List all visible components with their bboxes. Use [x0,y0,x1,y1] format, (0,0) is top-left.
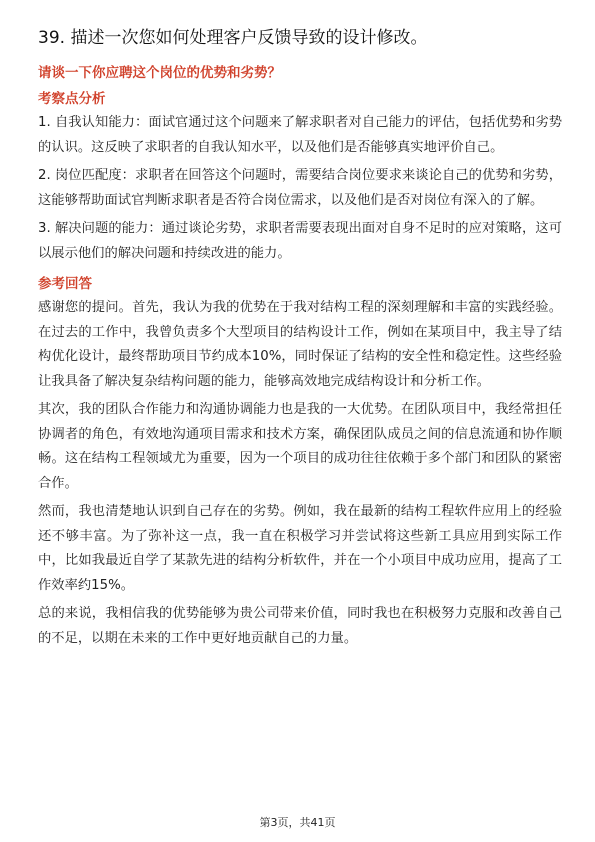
sub-question-heading: 请谈一下你应聘这个岗位的优势和劣势？ [38,65,281,81]
answer-paragraph: 总的来说，我相信我的优势能够为贵公司带来价值，同时我也在积极努力克服和改善自己的不足，以期在未来的工作中更好地贡献自己的力量。 [38,606,562,646]
question-title: 39. 描述一次您如何处理客户反馈导致的设计修改。 [38,28,428,48]
answer-paragraph: 其次，我的团队合作能力和沟通协调能力也是我的一大优势。在团队项目中，我经常担任协调者的角色，有效地沟通项目需求和技术方案，确保团队成员之间的信息流通和协作顺畅。这在结构工程领域尤为重要，因为一个项目的成功往往依赖于多个部门和团队的紧密合作。 [38,402,562,491]
answer-paragraph: 感谢您的提问。首先，我认为我的优势在于我对结构工程的深刻理解和丰富的实践经验。在过去的工作中，我曾负责多个大型项目的结构设计工作，例如在某项目中，我主导了结构优化设计，最终帮助项目节约成本10%，同时保证了结构的安全性和稳定性。这些经验让我具备了解决复杂结构问题的能力，能够高效地完成结构设计和分析工作。 [38,300,562,389]
analysis-item: 3. 解决问题的能力：通过谈论劣势，求职者需要表现出面对自身不足时的应对策略，这可以展示他们的解决问题和持续改进的能力。 [38,221,562,261]
answer-heading: 参考回答 [38,276,92,292]
answer-paragraph: 然而，我也清楚地认识到自己存在的劣势。例如，我在最新的结构工程软件应用上的经验还不够丰富。为了弥补这一点，我一直在积极学习并尝试将这些新工具应用到实际工作中，比如我最近自学了某款先进的结构分析软件，并在一个小项目中成功应用，提高了工作效率约15%。 [38,504,562,593]
analysis-item: 1. 自我认知能力：面试官通过这个问题来了解求职者对自己能力的评估，包括优势和劣势的认识。这反映了求职者的自我认知水平，以及他们是否能够真实地评价自己。 [38,115,562,155]
page-indicator: 第3页，共41页 [259,816,336,829]
answer-section [38,274,562,651]
analysis-heading: 考察点分析 [38,91,106,107]
document-body [38,63,562,655]
analysis-item: 2. 岗位匹配度：求职者在回答这个问题时，需要结合岗位要求来谈论自己的优势和劣势，这能够帮助面试官判断求职者是否符合岗位需求，以及他们是否对岗位有深入的了解。 [38,168,562,208]
